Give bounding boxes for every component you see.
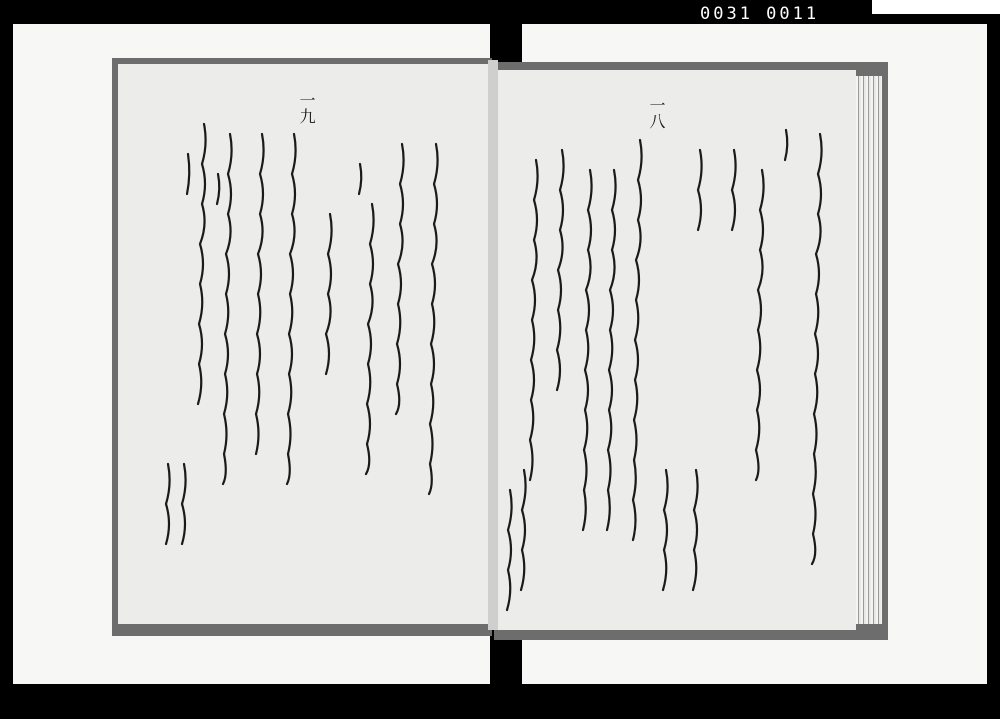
- corner-marker: [872, 0, 1000, 14]
- right-page-manuscript: [496, 70, 856, 630]
- page-edges: [856, 76, 882, 624]
- right-page-number: 一八: [647, 97, 666, 129]
- microfilm-frame-number: 0031 0011: [700, 4, 820, 24]
- left-page-manuscript: [118, 64, 493, 624]
- left-page-number: 一九: [297, 92, 316, 124]
